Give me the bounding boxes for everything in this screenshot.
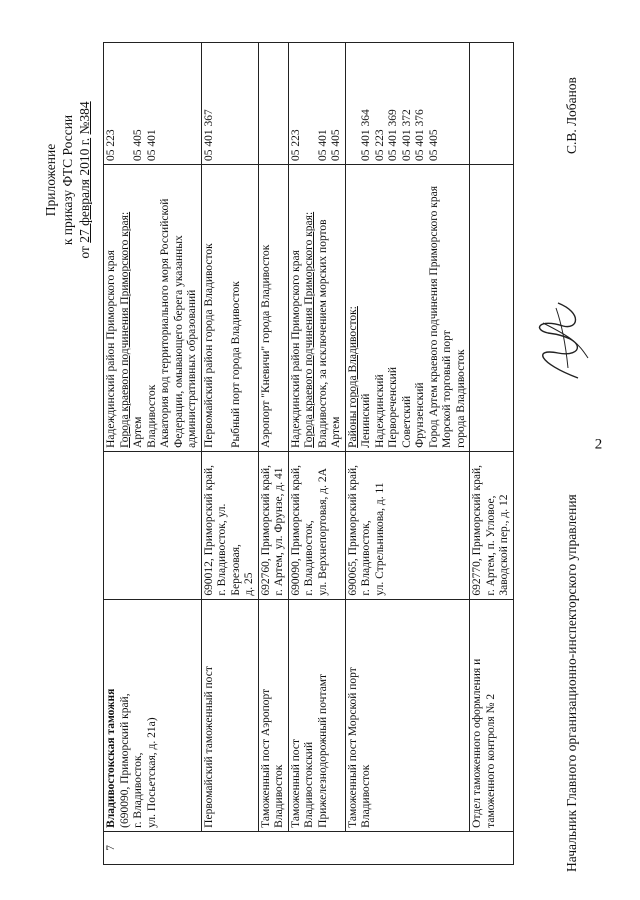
territory-line: Районы города Владивосток: <box>346 306 359 448</box>
okato-code: 05 401 369 <box>387 109 399 162</box>
territory-line: Советский <box>400 395 413 448</box>
address-line: 690090, Приморский край, <box>289 464 302 596</box>
territory-line: города Владивосток <box>454 349 467 448</box>
territory-cell <box>104 165 202 452</box>
territory-line: Города краевого подчинения Приморского края: <box>118 211 131 448</box>
okato-code <box>119 46 133 161</box>
okato-code: 05 401 364 <box>360 109 372 162</box>
appendix-order-no: №384 <box>77 101 92 135</box>
okato-code: 05 223 <box>289 129 302 162</box>
address-line: Заводской пер., д. 12 <box>498 494 510 596</box>
appendix-date: 27 февраля 2010 г. <box>77 137 92 243</box>
signature-image <box>528 298 598 388</box>
office-name-cell <box>470 599 514 831</box>
territory-line: Артем <box>132 416 144 448</box>
territory-line: Ленинский <box>360 393 372 448</box>
territory-cell <box>201 165 258 452</box>
office-name-cell <box>104 599 202 831</box>
address-line: д. 25 <box>243 572 255 596</box>
row-number-cell: 7 <box>104 831 514 864</box>
territory-line: Артем <box>330 416 342 448</box>
okato-code <box>347 46 361 161</box>
office-name-line: Таможенный пост <box>289 738 302 828</box>
table-row <box>470 43 514 865</box>
office-name-line: г. Владивосток, <box>132 752 144 828</box>
okato-code: 05 405 <box>330 129 342 162</box>
okato-code-cell <box>258 43 288 165</box>
territory-line: Надеждинский <box>373 374 386 448</box>
office-name-cell <box>345 599 470 831</box>
okato-code: 05 405 <box>427 129 440 162</box>
okato-code: 05 401 376 <box>414 109 426 162</box>
okato-code: 05 401 <box>145 129 158 162</box>
territory-line: Морской торговый порт <box>441 330 453 448</box>
territory-line: Фрунзенский <box>414 382 426 448</box>
address-line: г. Артем, ул. Фрунзе, д. 41 <box>273 467 285 596</box>
table-row <box>288 43 345 865</box>
address-line: г. Артем, п. Угловое, <box>484 495 497 596</box>
okato-code: 05 401 372 <box>400 109 413 162</box>
territory-cell <box>258 165 288 452</box>
okato-code-cell <box>345 43 470 165</box>
footer-signatory: С.В. Лобанов <box>564 77 579 154</box>
address-line: 692770, Приморский край, <box>471 464 483 596</box>
address-cell <box>345 451 470 599</box>
address-line: 692760, Приморский край, <box>259 464 272 596</box>
territory-line: Город Артем краевого подчинения Приморского края <box>427 185 440 448</box>
address-line: ул. Стрельникова, д. 11 <box>373 482 386 596</box>
okato-code <box>260 46 274 161</box>
address-cell <box>104 451 202 599</box>
address-cell <box>470 451 514 599</box>
appendix-line2: к приказу ФТС России <box>60 114 75 246</box>
office-name-line: (690090, Приморский край, <box>118 693 131 828</box>
okato-code-cell <box>470 43 514 165</box>
address-line: г. Владивосток, <box>303 520 315 596</box>
territory-cell <box>288 165 345 452</box>
appendix-line3 <box>76 65 93 295</box>
table-row <box>201 43 258 865</box>
customs-table <box>103 42 514 865</box>
okato-code: 05 401 <box>316 129 329 162</box>
territory-line: Надеждинский район Приморского края <box>105 250 117 448</box>
territory-line: Владивосток, за исключением морских портов <box>316 219 329 448</box>
office-name-line: Таможенный пост Морской порт <box>346 667 359 828</box>
office-name-line: Владивосток <box>360 764 372 828</box>
territory-line: Аэропорт "Кневичи" города Владивосток <box>259 244 272 448</box>
office-name-line: Отдел таможенного оформления и <box>471 658 483 828</box>
office-name-cell <box>288 599 345 831</box>
territory-cell <box>470 165 514 452</box>
territory-line: Владивосток <box>145 384 158 448</box>
okato-code-cell <box>201 43 258 165</box>
okato-code: 05 401 367 <box>202 109 215 162</box>
office-name-cell <box>258 599 288 831</box>
address-line: г. Владивосток, ул. Березовая, <box>216 503 242 596</box>
office-name-line: таможенного контроля № 2 <box>484 693 497 828</box>
page-number: 2 <box>594 436 603 453</box>
appendix-date-prefix: от <box>77 246 92 259</box>
okato-code: 05 223 <box>373 129 386 162</box>
address-line: г. Владивосток, <box>360 520 372 596</box>
address-line: ул. Верхнепортовая, д. 2А <box>316 468 329 596</box>
territory-line: Надеждинский район Приморского края <box>289 250 302 448</box>
territory-line: Первомайский район города Владивосток <box>202 243 215 448</box>
okato-code <box>173 46 187 161</box>
office-name-line: Владивостокский <box>303 741 315 828</box>
office-name-line: Владивосток <box>273 764 285 828</box>
office-name-cell <box>201 599 258 831</box>
address-cell <box>258 451 288 599</box>
office-name-line: Владивостокская таможня <box>105 688 117 828</box>
table-row <box>258 43 288 865</box>
address-line: 690012, Приморский край, <box>202 464 215 596</box>
okato-code <box>186 46 200 161</box>
table-row <box>104 43 202 865</box>
address-cell <box>201 451 258 599</box>
okato-code <box>303 46 317 161</box>
office-name-line: ул. Посьетская, д. 21а) <box>145 717 158 828</box>
okato-code: 05 405 <box>132 129 144 162</box>
appendix-line1: Приложение <box>43 143 58 217</box>
okato-code: 05 223 <box>105 129 117 162</box>
address-line: 690065, Приморский край, <box>346 464 359 596</box>
territory-cell <box>345 165 470 452</box>
territory-line: Первореченский <box>387 367 399 448</box>
footer-position: Начальник Главного организационно-инспекторского управления <box>564 494 579 872</box>
office-name-line: Прижелезнодорожный почтамт <box>316 673 329 828</box>
address-cell <box>288 451 345 599</box>
territory-line: Рыбный порт города Владивосток <box>229 281 242 448</box>
office-name-line: Первомайский таможенный пост <box>202 666 215 828</box>
appendix-header <box>42 65 93 295</box>
office-name-line: Таможенный пост Аэропорт <box>259 688 272 828</box>
table-row <box>345 43 470 865</box>
okato-code-cell <box>288 43 345 165</box>
territory-line <box>216 168 230 448</box>
territory-line: Акватория вод территориального моря Российской Федерации, омывающего берега указанных административных образований <box>159 198 198 448</box>
okato-code-cell <box>104 43 202 165</box>
territory-line: Города краевого подчинения Приморского края: <box>303 211 315 448</box>
okato-code <box>159 46 173 161</box>
